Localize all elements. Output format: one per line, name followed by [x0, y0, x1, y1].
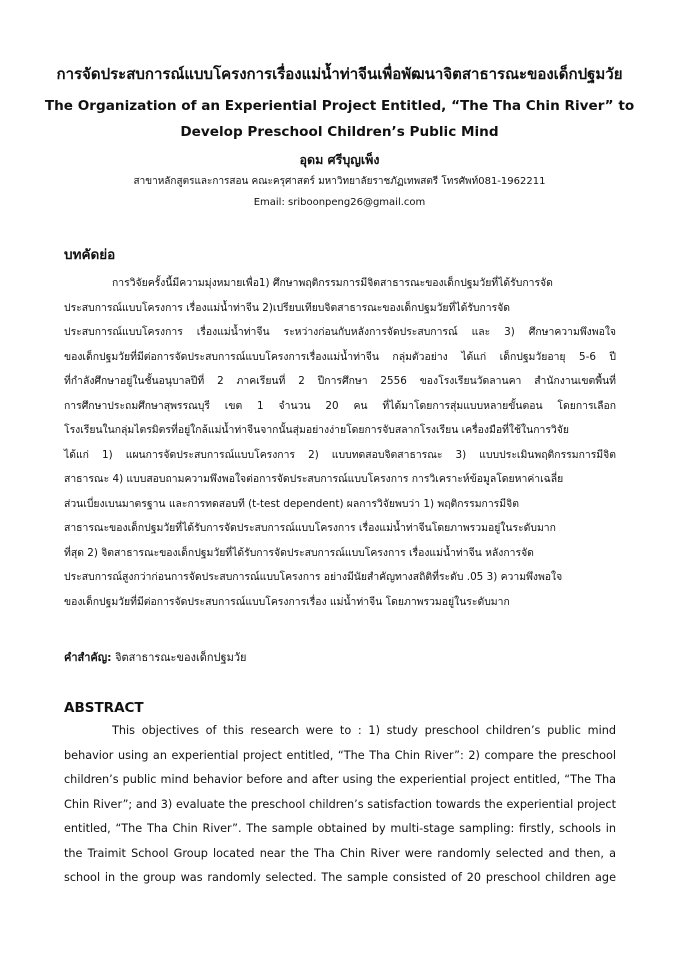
abstract-thai-line: ประสบการณ์สูงกว่าก่อนการจัดประสบการณ์แบบโครงการ อย่างมีนัยสำคัญทางสถิติที่ระดับ .05 3) ความพึงพอใจ [64, 571, 563, 583]
abstract-thai-line: ได้แก่ 1) แผนการจัดประสบการณ์แบบโครงการ 2) แบบทดสอบจิตสาธารณะ 3) แบบประเมินพฤติกรรมการมีจิต [64, 448, 616, 461]
author-name: อุดม ศรีบุญเพ็ง [299, 152, 380, 167]
abstract-thai-heading: บทคัดย่อ [64, 247, 116, 263]
abstract-thai-line: ที่สุด 2) จิตสาธารณะของเด็กปฐมวัยที่ได้รับการจัดประสบการณ์แบบโครงการ เรื่องแม่น้ำท่าจีน หลังการจัด [64, 546, 534, 559]
abstract-thai-line: ที่กำลังศึกษาอยู่ในชั้นอนุบาลปีที่ 2 ภาคเรียนที่ 2 ปีการศึกษา 2556 ของโรงเรียนวัดลานคา สำนักงานเขตพื้นที่ [64, 375, 616, 387]
abstract-thai-line: โรงเรียนในกลุ่มไตรมิตรที่อยู่ใกล้แม่น้ำท่าจีนจากนั้นสุ่มอย่างง่ายโดยการจับสลากโรงเรียน เครื่องมือที่ใช้ในการวิจัย [64, 424, 569, 436]
abstract-english-line: This objectives of this research were to : 1) study preschool children’s public mind [112, 724, 616, 737]
title-thai: การจัดประสบการณ์แบบโครงการเรื่องแม่น้ำท่าจีนเพื่อพัฒนาจิตสาธารณะของเด็กปฐมวัย [56, 65, 623, 83]
abstract-thai-line: สาธารณะ 4) แบบสอบถามความพึงพอใจต่อการจัดประสบการณ์แบบโครงการ การวิเคราะห์ข้อมูลโดยหาค่าเฉลี่ย [64, 473, 564, 485]
abstract-thai-line: ประสบการณ์แบบโครงการ เรื่องแม่น้ำท่าจีน 2)เปรียบเทียบจิตสาธารณะของเด็กปฐมวัยที่ได้รับการจัด [64, 301, 511, 314]
abstract-thai-line: ของเด็กปฐมวัยที่มีต่อการจัดประสบการณ์แบบโครงการเรื่องแม่น้ำท่าจีน กลุ่มตัวอย่าง ได้แก่ เด็กปฐมวัยอายุ 5-6 ปี [64, 350, 616, 363]
abstract-english-line: entitled, “The Tha Chin River”. The sample obtained by multi-stage sampling: firstly, schools in [64, 822, 616, 835]
author-affiliation: สาขาหลักสูตรและการสอน คณะครุศาสตร์ มหาวิทยาลัยราชภัฏเทพสตรี โทรศัพท์081-1962211 [133, 176, 546, 187]
abstract-english-line: children’s public mind behavior before and after using the experiential project entitled, “The Tha [64, 773, 616, 786]
abstract-thai-line: ส่วนเบี่ยงเบนมาตรฐาน และการทดสอบที (t-test dependent) ผลการวิจัยพบว่า 1) พฤติกรรมการมีจิต [64, 497, 519, 510]
abstract-thai-body [64, 271, 616, 614]
abstract-thai-line: การศึกษาประถมศึกษาสุพรรณบุรี เขต 1 จำนวน 20 คน ที่ได้มาโดยการสุ่มแบบหลายขั้นตอน โดยการเลือก [64, 399, 616, 412]
abstract-thai-line: การวิจัยครั้งนี้มีความมุ่งหมายเพื่อ1) ศึกษาพฤติกรรมการมีจิตสาธารณะของเด็กปฐมวัยที่ได้รับการจัด [112, 277, 553, 289]
keywords-value: จิตสาธารณะของเด็กปฐมวัย [115, 651, 247, 664]
abstract-english-line: the Traimit School Group located near the Tha Chin River were randomly selected and then, a [64, 846, 616, 860]
keywords-row [64, 649, 246, 667]
abstract-english-body [64, 719, 616, 891]
abstract-english-line: Chin River”; and 3) evaluate the preschool children’s satisfaction towards the experiential project [64, 797, 616, 811]
keywords-label: คำสำคัญ: [64, 651, 112, 664]
abstract-thai-line: ของเด็กปฐมวัยที่มีต่อการจัดประสบการณ์แบบโครงการเรื่อง แม่น้ำท่าจีน โดยภาพรวมอยู่ในระดับมาก [64, 595, 510, 608]
abstract-english-line: school in the group was randomly selected. The sample consisted of 20 preschool children age [64, 871, 616, 884]
abstract-english-line: behavior using an experiential project entitled, “The Tha Chin River”: 2) compare the preschool [64, 748, 616, 762]
title-english-line-2: Develop Preschool Children’s Public Mind [180, 124, 499, 140]
title-english-line-1: The Organization of an Experiential Project Entitled, “The Tha Chin River” to [44, 98, 635, 114]
abstract-thai-line: สาธารณะของเด็กปฐมวัยที่ได้รับการจัดประสบการณ์แบบโครงการ เรื่องแม่น้ำท่าจีนโดยภาพรวมอยู่ในระดับมาก [64, 522, 556, 534]
abstract-english-heading: ABSTRACT [64, 700, 144, 716]
abstract-thai-line: ประสบการณ์แบบโครงการ เรื่องแม่น้ำท่าจีน ระหว่างก่อนกับหลังการจัดประสบการณ์ และ 3) ศึกษาความพึงพอใจ [64, 326, 616, 338]
author-email: Email: sriboonpeng26@gmail.com [253, 197, 426, 208]
